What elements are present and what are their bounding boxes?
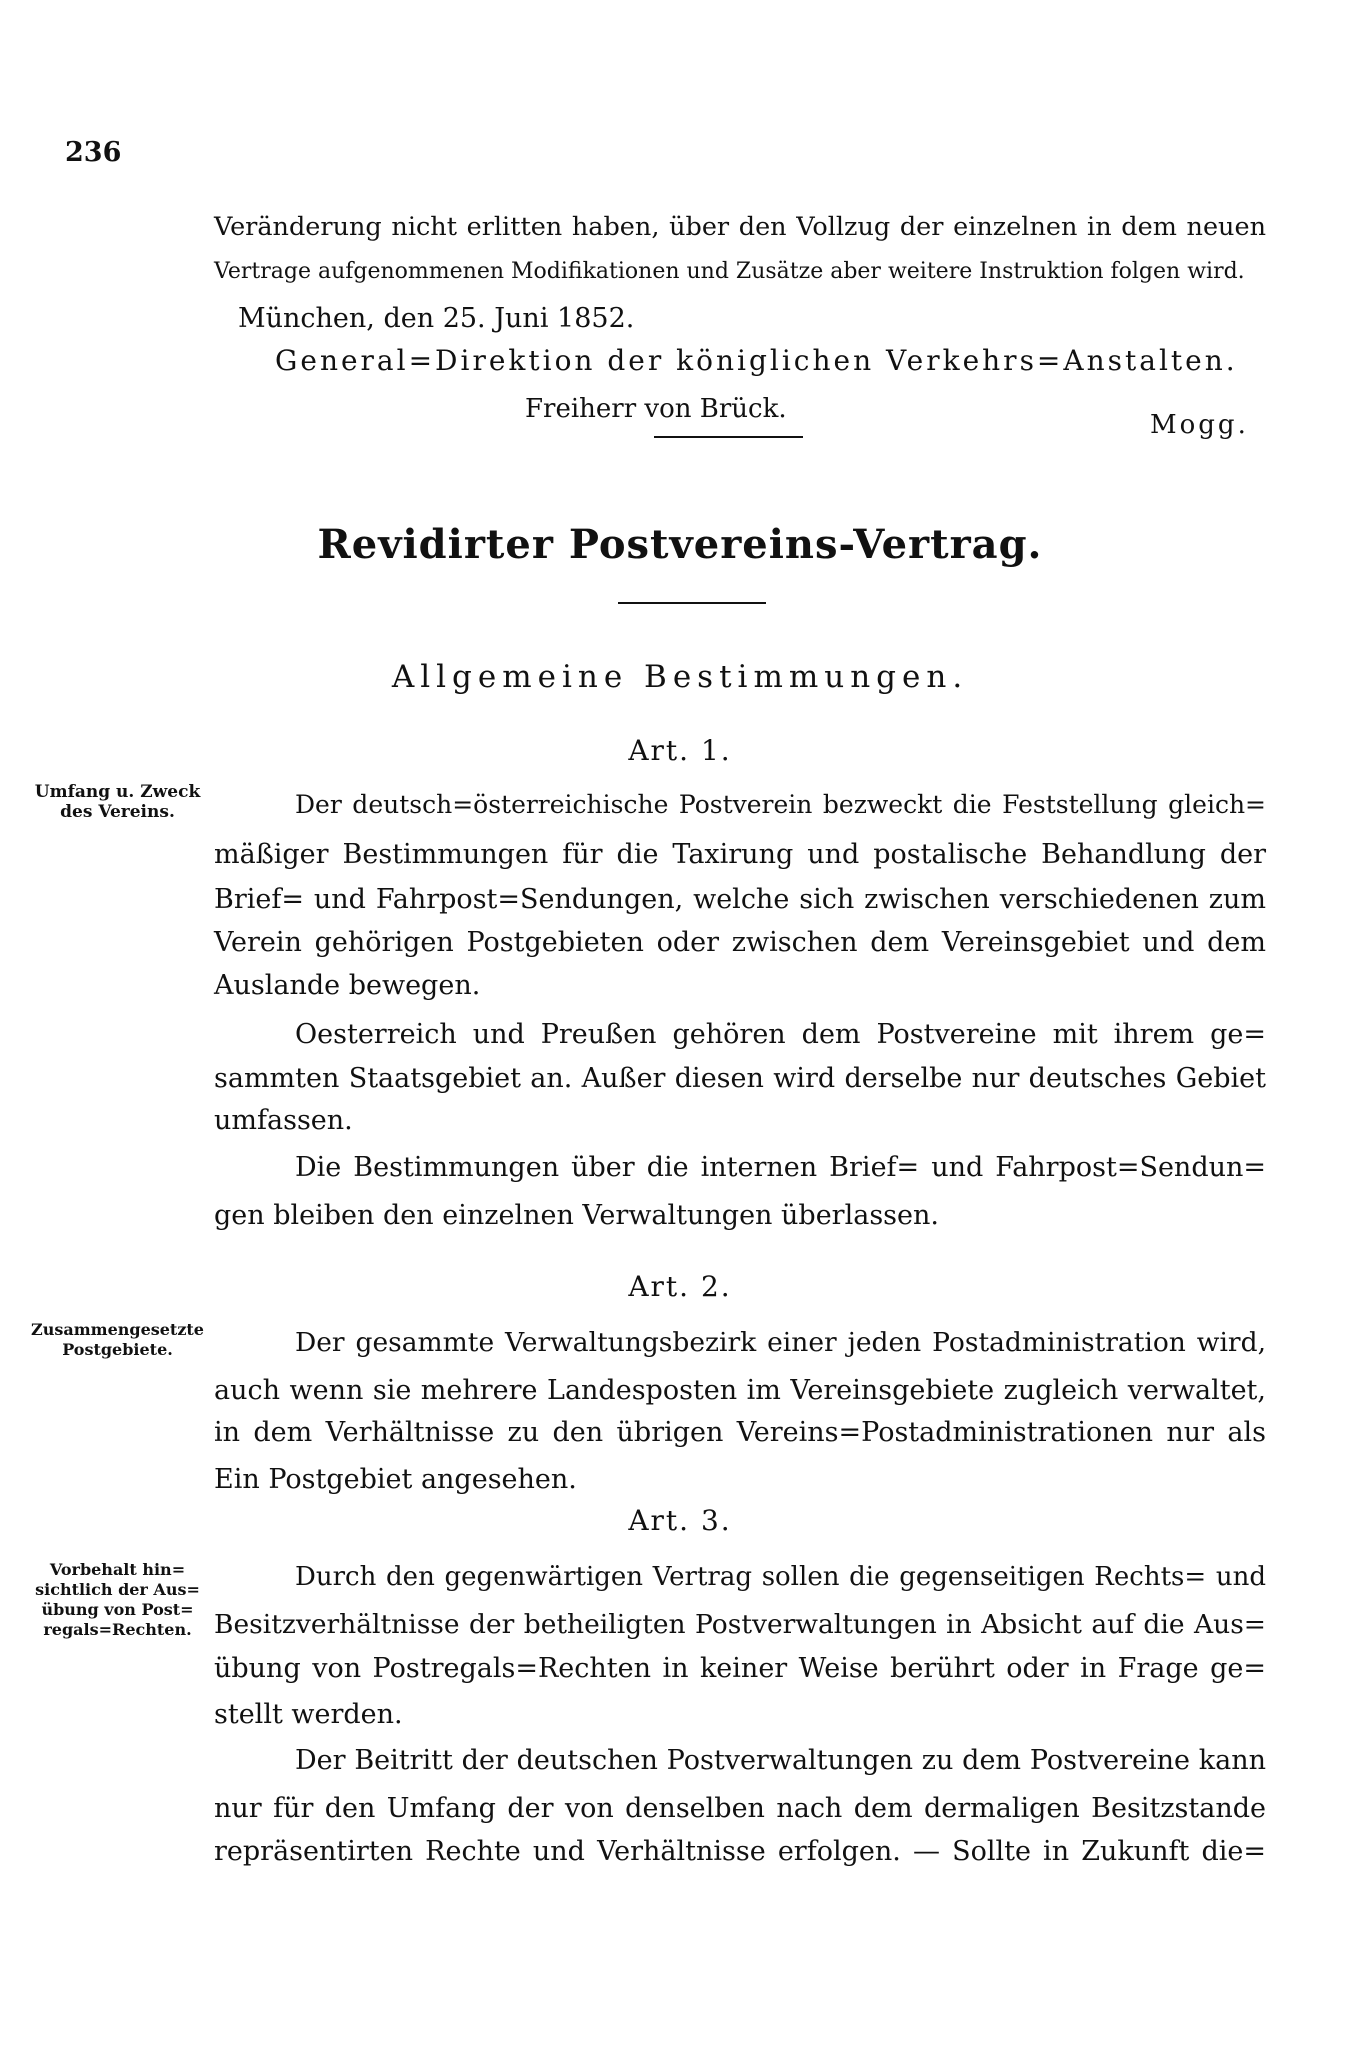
margin-note	[30, 782, 205, 822]
article-label: Art. 1.	[628, 734, 732, 767]
paragraph-line: nur für den Umfang der von denselben nach dem dermaligen Besitzstande	[214, 1793, 1266, 1824]
margin-note	[30, 1560, 205, 1640]
paragraph-line: in dem Verhältnisse zu den übrigen Vereins=Postadministrationen nur als	[214, 1417, 1266, 1448]
document-title: Revidirter Postvereins-Vertrag.	[317, 521, 1043, 568]
article-label: Art. 3.	[628, 1504, 732, 1537]
paragraph-line: Der deutsch=österreichische Postverein bezweckt die Feststellung gleich=	[295, 790, 1266, 819]
place-date: München, den 25. Juni 1852.	[238, 303, 635, 334]
margin-note-line: Vorbehalt hin=	[49, 1560, 186, 1579]
margin-note-line: Zusammengesetzte	[31, 1320, 204, 1339]
paragraph-line: Der gesammte Verwaltungsbezirk einer jeden Postadministration wird,	[295, 1327, 1266, 1358]
paragraph-line: Die Bestimmungen über die internen Brief= und Fahrpost=Sendun=	[295, 1152, 1266, 1183]
margin-note-line: regals=Rechten.	[43, 1620, 192, 1639]
paragraph-line: umfassen.	[214, 1105, 353, 1136]
divider-rule	[618, 602, 766, 604]
margin-note-line: sichtlich der Aus=	[35, 1580, 200, 1599]
paragraph-line: sammten Staatsgebiet an. Außer diesen wird derselbe nur deutsches Gebiet	[214, 1063, 1266, 1094]
paragraph-line: repräsentirten Rechte und Verhältnisse erfolgen. — Sollte in Zukunft die=	[214, 1836, 1266, 1867]
section-heading: Allgemeine Bestimmungen.	[391, 659, 969, 695]
margin-note-line: Umfang u. Zweck	[34, 782, 201, 802]
paragraph-line: übung von Postregals=Rechten in keiner Weise berührt oder in Frage ge=	[214, 1653, 1266, 1684]
issuing-authority: General=Direktion der königlichen Verkehrs=Anstalten.	[275, 344, 1238, 377]
paragraph-line: gen bleiben den einzelnen Verwaltungen überlassen.	[214, 1200, 939, 1231]
margin-note-line: Postgebiete.	[62, 1340, 173, 1359]
divider-rule	[654, 436, 803, 438]
paragraph-line: Ein Postgebiet angesehen.	[214, 1464, 577, 1495]
margin-note-line: übung von Post=	[41, 1600, 194, 1619]
paragraph-line: auch wenn sie mehrere Landesposten im Vereinsgebiete zugleich verwaltet,	[214, 1375, 1266, 1406]
signatory-left: Freiherr von Brück.	[525, 394, 787, 424]
page-number: 236	[65, 137, 122, 168]
paragraph-line: stellt werden.	[214, 1699, 403, 1730]
paragraph-line: Durch den gegenwärtigen Vertrag sollen die gegenseitigen Rechts= und	[295, 1562, 1266, 1592]
preamble-line: Vertrage aufgenommenen Modifikationen und Zusätze aber weitere Instruktion folgen wird.	[214, 259, 1245, 284]
paragraph-line: Besitzverhältnisse der betheiligten Postverwaltungen in Absicht auf die Aus=	[214, 1609, 1266, 1640]
article-label: Art. 2.	[628, 1270, 732, 1303]
paragraph-line: Der Beitritt der deutschen Postverwaltungen zu dem Postvereine kann	[295, 1745, 1266, 1776]
margin-note	[30, 1320, 205, 1360]
preamble-line: Veränderung nicht erlitten haben, über den Vollzug der einzelnen in dem neuen	[214, 212, 1266, 242]
paragraph-line: Brief= und Fahrpost=Sendungen, welche sich zwischen verschiedenen zum	[214, 884, 1266, 915]
paragraph-line: Auslande bewegen.	[214, 970, 481, 1001]
paragraph-line: Verein gehörigen Postgebieten oder zwischen dem Vereinsgebiet und dem	[214, 927, 1266, 958]
signatory-right: Mogg.	[1150, 410, 1249, 440]
paragraph-line: Oesterreich und Preußen gehören dem Postvereine mit ihrem ge=	[295, 1019, 1266, 1050]
margin-note-line: des Vereins.	[60, 802, 175, 822]
paragraph-line: mäßiger Bestimmungen für die Taxirung und postalische Behandlung der	[214, 839, 1266, 870]
